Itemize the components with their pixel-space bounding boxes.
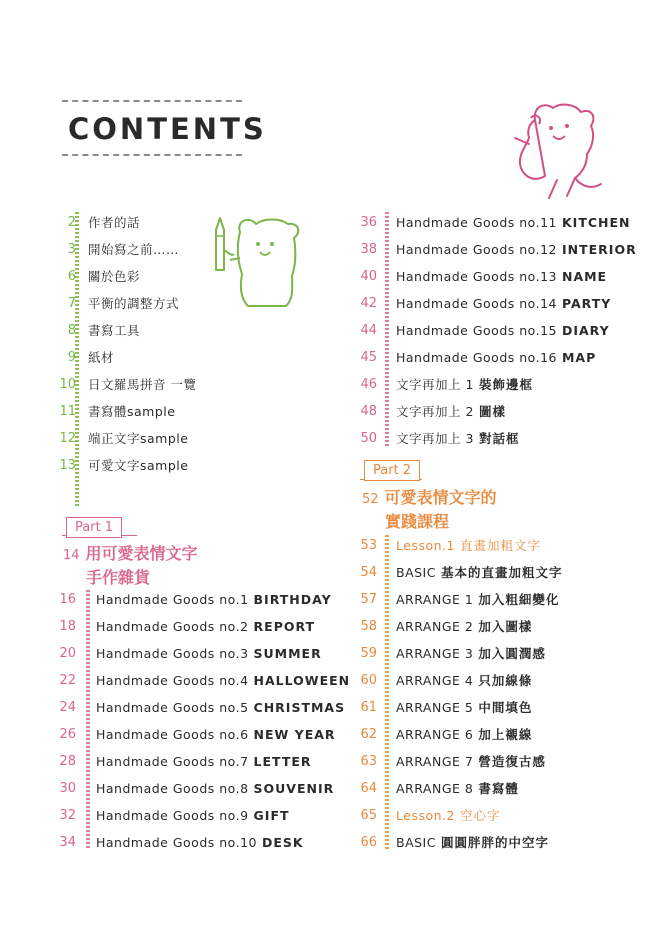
item-title: 書寫工具 <box>88 323 141 338</box>
list-item[interactable] <box>347 346 596 368</box>
item-keyword: DESK <box>261 834 304 850</box>
page-number: 48 <box>360 403 377 419</box>
list-item[interactable] <box>347 373 533 395</box>
item-keyword: NEW YEAR <box>253 726 336 742</box>
page-number: 13 <box>59 457 76 473</box>
item-title: Handmade Goods no.4 <box>96 672 249 688</box>
page-number: 63 <box>360 753 377 769</box>
page-number: 66 <box>360 834 377 850</box>
item-title: 可愛文字sample <box>88 458 189 473</box>
item-title: ARRANGE 4 <box>396 673 474 688</box>
page-number: 64 <box>360 780 377 796</box>
list-item[interactable] <box>46 804 290 826</box>
dog-with-pencil-icon <box>210 210 305 315</box>
item-title: BASIC <box>396 565 436 580</box>
item-title: ARRANGE 3 <box>396 646 474 661</box>
item-keyword: MAP <box>561 349 597 365</box>
page-number: 65 <box>360 807 377 823</box>
list-item[interactable] <box>46 750 312 772</box>
heading-line: 用可愛表情文字 <box>85 544 198 563</box>
page-number: 38 <box>360 241 377 257</box>
item-title: Handmade Goods no.12 <box>396 241 557 257</box>
list-item[interactable] <box>347 750 546 772</box>
list-item[interactable] <box>347 319 610 341</box>
list-item[interactable] <box>347 642 546 664</box>
list-item[interactable] <box>347 588 559 610</box>
page-number: 28 <box>59 753 76 769</box>
item-title: ARRANGE 1 <box>396 592 474 607</box>
item-title: Handmade Goods no.16 <box>396 349 557 365</box>
item-title: Lesson.1 <box>396 538 455 553</box>
item-keyword: SUMMER <box>253 645 322 661</box>
item-title: ARRANGE 6 <box>396 727 474 742</box>
list-item[interactable] <box>347 723 532 745</box>
page-number: 57 <box>360 591 377 607</box>
item-keyword: INTERIOR <box>561 241 637 257</box>
item-keyword: LETTER <box>253 753 312 769</box>
list-item[interactable] <box>46 588 332 610</box>
page-number: 62 <box>360 726 377 742</box>
list-item[interactable] <box>46 615 315 637</box>
page-number: 34 <box>59 834 76 850</box>
page-number: 2 <box>67 214 76 230</box>
page-number: 30 <box>59 780 76 796</box>
item-title: 文字再加上 2 <box>396 404 474 419</box>
list-item[interactable] <box>347 615 532 637</box>
item-keyword: CHRISTMAS <box>253 699 346 715</box>
list-item[interactable] <box>46 669 350 691</box>
item-title: 端正文字sample <box>88 431 189 446</box>
page-number: 18 <box>59 618 76 634</box>
list-item[interactable] <box>46 642 322 664</box>
list-item[interactable] <box>46 238 179 260</box>
item-title: BASIC <box>396 835 436 850</box>
list-item[interactable] <box>46 777 334 799</box>
part1-heading <box>63 543 198 589</box>
item-title: 關於色彩 <box>88 269 141 284</box>
item-title: 文字再加上 3 <box>396 431 474 446</box>
item-title: 書寫體sample <box>88 404 176 419</box>
part2-tag: Part 2 <box>364 460 420 481</box>
list-item[interactable] <box>46 427 188 449</box>
item-keyword: 圖樣 <box>478 404 506 419</box>
item-keyword: 加入粗細變化 <box>478 592 560 607</box>
item-title: 作者的話 <box>88 215 141 230</box>
list-item[interactable] <box>347 669 532 691</box>
list-item[interactable] <box>46 400 175 422</box>
item-keyword: HALLOWEEN <box>253 672 351 688</box>
page-number: 3 <box>67 241 76 257</box>
item-title: Handmade Goods no.3 <box>96 645 249 661</box>
page-title: CONTENTS <box>68 112 267 146</box>
list-item[interactable] <box>347 238 637 260</box>
item-title: ARRANGE 2 <box>396 619 474 634</box>
item-keyword: 加入圓潤感 <box>478 646 546 661</box>
item-title: Handmade Goods no.9 <box>96 807 249 823</box>
item-title: 文字再加上 1 <box>396 377 474 392</box>
list-item[interactable] <box>347 265 607 287</box>
item-title: Handmade Goods no.15 <box>396 322 557 338</box>
list-item[interactable] <box>347 696 532 718</box>
page-number: 11 <box>59 403 76 419</box>
item-title: Handmade Goods no.8 <box>96 780 249 796</box>
contents-header <box>62 100 267 156</box>
heading-line: 手作雜貨 <box>86 568 151 587</box>
list-item[interactable] <box>46 454 188 476</box>
title-bottom-rule <box>62 154 242 156</box>
item-title: ARRANGE 7 <box>396 754 474 769</box>
item-title: Handmade Goods no.2 <box>96 618 249 634</box>
list-item[interactable] <box>347 777 519 799</box>
list-item[interactable] <box>347 400 506 422</box>
item-title: Lesson.2 <box>396 808 455 823</box>
item-keyword: 加上襯線 <box>478 727 533 742</box>
page-number: 20 <box>59 645 76 661</box>
item-keyword: 對話框 <box>478 431 520 446</box>
page-number: 44 <box>360 322 377 338</box>
list-item[interactable] <box>347 292 611 314</box>
page-number: 53 <box>360 537 377 553</box>
item-title: ARRANGE 8 <box>396 781 474 796</box>
list-item[interactable] <box>46 319 140 341</box>
page-number: 61 <box>360 699 377 715</box>
item-keyword: 中間填色 <box>478 700 533 715</box>
item-keyword: GIFT <box>253 807 290 823</box>
item-title: Handmade Goods no.10 <box>96 834 257 850</box>
list-item[interactable] <box>347 831 549 853</box>
item-title: 日文羅馬拼音 一覽 <box>88 377 197 392</box>
item-title: 平衡的調整方式 <box>88 296 180 311</box>
item-keyword: 書寫體 <box>478 781 519 796</box>
item-title: Handmade Goods no.11 <box>396 214 557 230</box>
item-title: Handmade Goods no.1 <box>96 591 249 607</box>
item-title: Handmade Goods no.7 <box>96 753 249 769</box>
page-number: 46 <box>360 376 377 392</box>
list-item[interactable] <box>46 723 336 745</box>
list-item[interactable] <box>347 804 500 826</box>
list-item[interactable] <box>46 696 345 718</box>
item-keyword: 空心字 <box>459 808 501 823</box>
page-number: 36 <box>360 214 377 230</box>
item-title: 開始寫之前…… <box>88 242 180 257</box>
page-number: 6 <box>67 268 76 284</box>
item-keyword: 只加線條 <box>478 673 533 688</box>
item-title: ARRANGE 5 <box>396 700 474 715</box>
item-keyword: BIRTHDAY <box>253 591 332 607</box>
page-number: 9 <box>67 349 76 365</box>
page-number: 60 <box>360 672 377 688</box>
page-number: 16 <box>59 591 76 607</box>
page-number: 59 <box>360 645 377 661</box>
item-keyword: 基本的直畫加粗文字 <box>440 565 563 580</box>
list-item[interactable] <box>347 534 541 556</box>
page-number: 40 <box>360 268 377 284</box>
page-number: 8 <box>67 322 76 338</box>
item-keyword: NAME <box>561 268 608 284</box>
item-keyword: 直畫加粗文字 <box>459 538 541 553</box>
page-number: 22 <box>59 672 76 688</box>
list-item[interactable] <box>46 373 196 395</box>
page-number: 7 <box>67 295 76 311</box>
item-keyword: SOUVENIR <box>253 780 335 796</box>
page-number: 45 <box>360 349 377 365</box>
page-number: 32 <box>59 807 76 823</box>
item-title: Handmade Goods no.13 <box>396 268 557 284</box>
item-keyword: REPORT <box>253 618 316 634</box>
page-number: 58 <box>360 618 377 634</box>
page-number: 10 <box>59 376 76 392</box>
list-item[interactable] <box>46 265 140 287</box>
page-number: 50 <box>360 430 377 446</box>
list-item[interactable] <box>347 561 563 583</box>
item-keyword: 圓圓胖胖的中空字 <box>440 835 549 850</box>
title-top-rule <box>62 100 242 102</box>
item-keyword: KITCHEN <box>561 214 631 230</box>
list-item[interactable] <box>46 292 179 314</box>
list-item[interactable] <box>46 831 304 853</box>
item-keyword: DIARY <box>561 322 610 338</box>
list-item[interactable] <box>347 211 630 233</box>
item-keyword: 營造復古感 <box>478 754 546 769</box>
heading-line: 可愛表情文字的 <box>384 488 497 507</box>
item-title: Handmade Goods no.14 <box>396 295 557 311</box>
page-number: 26 <box>59 726 76 742</box>
page-number: 42 <box>360 295 377 311</box>
page-number: 52 <box>362 492 379 507</box>
page-number: 12 <box>59 430 76 446</box>
page-number: 24 <box>59 699 76 715</box>
page-number: 14 <box>63 548 80 563</box>
item-title: 紙材 <box>88 350 115 365</box>
list-item[interactable] <box>347 427 519 449</box>
page-number: 54 <box>360 564 377 580</box>
item-keyword: 裝飾邊框 <box>478 377 533 392</box>
item-keyword: 加入圖樣 <box>478 619 533 634</box>
list-item[interactable] <box>46 211 140 233</box>
item-keyword: PARTY <box>561 295 612 311</box>
part2-heading <box>362 487 497 533</box>
item-title: Handmade Goods no.5 <box>96 699 249 715</box>
dog-running-icon <box>505 98 615 208</box>
list-item[interactable] <box>46 346 114 368</box>
item-title: Handmade Goods no.6 <box>96 726 249 742</box>
heading-line: 實踐課程 <box>385 512 450 531</box>
part1-tag: Part 1 <box>66 517 122 538</box>
